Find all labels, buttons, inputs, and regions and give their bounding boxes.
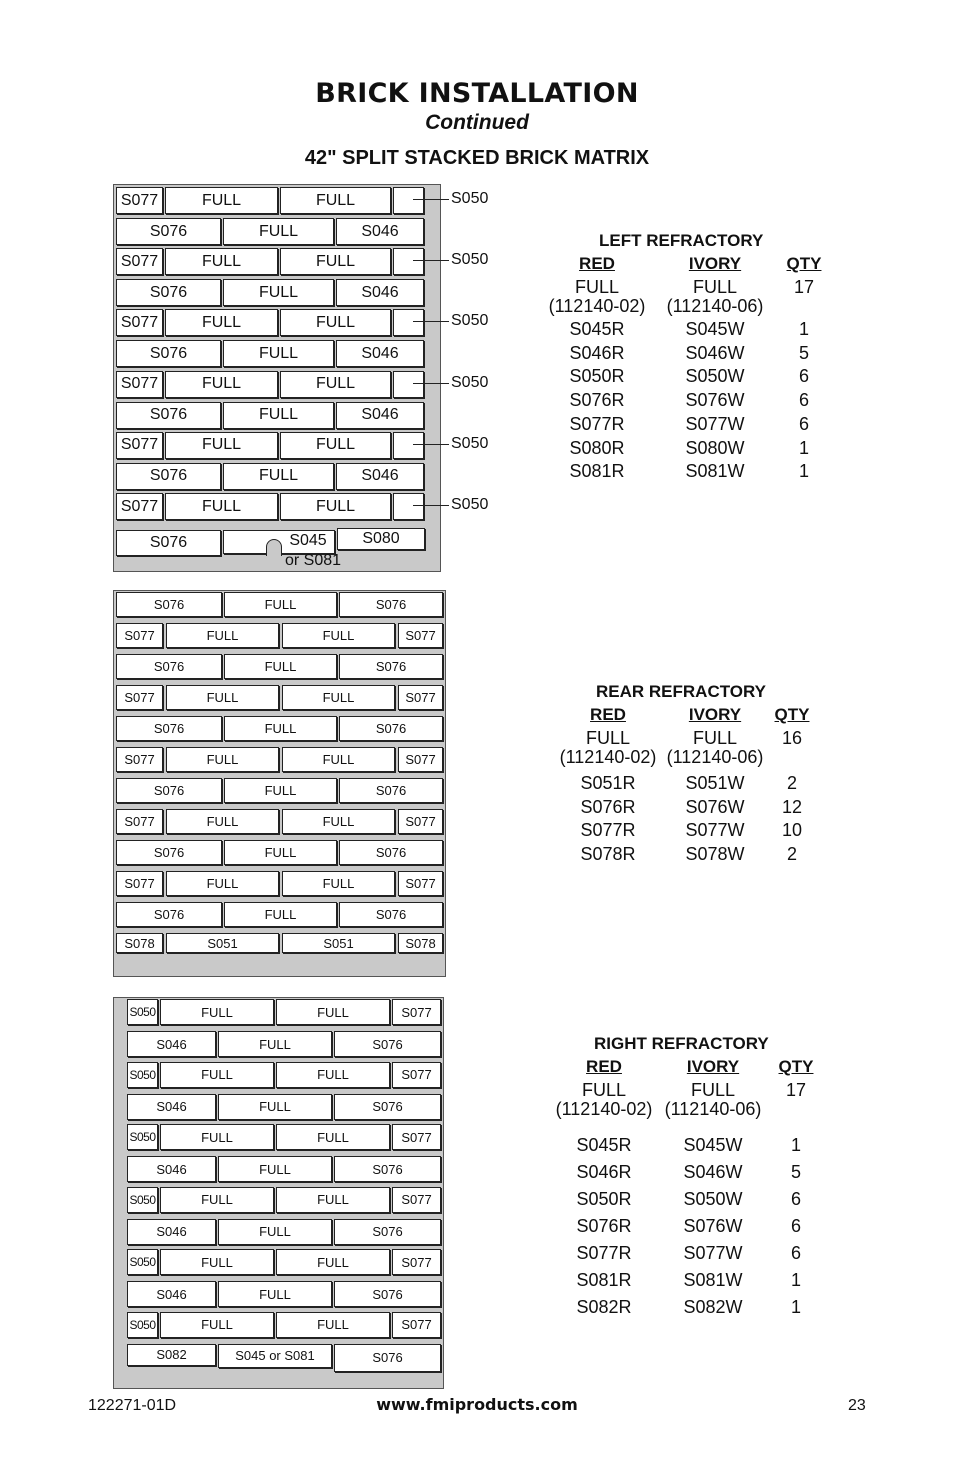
table-cell: S076W [683,1216,743,1236]
brick: FULL [160,1312,274,1338]
rear-refractory-diagram [113,590,446,977]
website-link[interactable]: www.fmiproducts.com [376,1395,578,1414]
brick: FULL [160,1124,274,1150]
brick: S046 [336,402,424,429]
brick: FULL [166,685,279,710]
brick: S077 [116,371,163,398]
table-cell: (112140-06) [664,1099,762,1119]
qty-column-header: QTY [786,254,822,273]
brick: S046 [336,218,424,245]
table-cell: 2 [786,773,797,793]
brick: S046 [127,1156,216,1182]
table-cell: 6 [798,413,809,434]
table-cell: 6 [790,1189,801,1209]
table-cell: S045R [569,319,625,339]
left-refractory-diagram [113,184,441,572]
right-refractory-diagram [113,997,444,1389]
callout-label: S050 [451,190,489,207]
brick: FULL [276,999,390,1025]
brick: FULL [224,902,337,927]
table-cell: S045W [685,319,745,339]
callout-label: S050 [451,312,489,330]
table-cell: S082R [576,1297,632,1317]
table-cell: S077W [683,1243,743,1263]
qty-column-header: QTY [774,705,810,724]
brick: FULL [282,871,395,896]
brick: S076 [116,463,221,490]
red-column-header: RED [579,254,615,273]
brick: S077 [398,623,443,648]
brick: FULL [223,402,334,429]
red-column-header: RED [590,705,626,724]
brick: S051 [166,933,279,953]
brick: FULL [282,809,395,834]
brick: S077 [398,685,443,710]
brick: S076 [116,902,222,927]
table-cell: 16 [781,728,803,748]
brick: S078 [398,933,443,953]
table-cell: 17 [793,277,815,297]
brick: S076 [334,1219,441,1245]
brick: S045 or S081 [218,1344,332,1368]
table-cell: FULL [581,1080,626,1100]
table-cell: S076R [580,796,636,817]
brick: FULL [218,1156,332,1182]
table-cell: S046R [569,342,625,363]
callout-label: S050 [451,373,489,391]
brick: FULL [224,716,337,741]
brick: FULL [223,340,334,367]
brick: S077 [116,493,163,520]
brick: S076 [334,1156,441,1182]
table-cell: 6 [798,390,809,411]
callout-leader-line [413,505,449,506]
table-cell: S080W [685,437,745,458]
brick: FULL [276,1124,390,1150]
table-cell: FULL [585,728,630,748]
brick: S077 [398,809,443,834]
brick: S076 [339,716,443,741]
brick: FULL [166,747,279,772]
table-cell: S080R [569,437,625,458]
document-number: 122271-01D [88,1397,177,1414]
table-cell: S050R [569,366,625,387]
brick: FULL [224,654,337,679]
table-cell: S077R [580,820,636,840]
brick: S077 [116,809,163,834]
table-cell: S082W [683,1297,743,1317]
table-cell: 5 [798,342,809,363]
brick: FULL [218,1031,332,1057]
brick: S076 [116,279,221,306]
brick: FULL [280,371,391,398]
table-cell: FULL [692,728,737,748]
table-cell: S077R [569,413,625,434]
table-cell: 1 [798,319,809,339]
table-cell: 2 [786,843,797,864]
callout-leader-line [413,260,449,261]
table-cell: S076W [685,390,745,411]
brick: FULL [223,279,334,306]
brick: S077 [116,623,163,648]
table-cell: S076R [569,390,625,411]
brick: S077 [392,1187,441,1213]
table-cell: 5 [790,1162,801,1182]
brick: S076 [116,402,221,429]
table-cell: S078R [580,843,636,864]
brick [393,248,424,275]
brick: FULL [276,1062,390,1088]
brick: S046 [127,1219,216,1245]
brick: FULL [165,187,278,214]
brick: FULL [280,493,391,520]
brick: S077 [392,1312,441,1338]
brick: S077 [116,685,163,710]
table-cell: 1 [790,1297,801,1317]
brick: FULL [218,1219,332,1245]
table-cell: S045R [576,1135,632,1155]
brick [393,432,424,459]
table-cell: FULL [690,1080,735,1100]
brick: S076 [116,840,222,865]
table-cell: 1 [790,1270,801,1290]
brick: S076 [116,654,222,679]
table-cell: S046W [685,342,745,363]
table-cell: S081W [683,1270,743,1290]
brick: FULL [282,685,395,710]
callout-leader-line [413,199,449,200]
callout-label: S050 [451,251,489,269]
brick: FULL [276,1312,390,1338]
brick [393,493,424,520]
brick: S077 [116,871,163,896]
table-heading: REAR REFRACTORY [596,682,767,701]
notch-cutout [266,539,282,556]
table-cell: 6 [798,366,809,387]
table-cell: S081W [685,461,745,482]
brick: FULL [280,187,391,214]
brick: S076 [339,902,443,927]
brick: S077 [392,1249,441,1275]
brick: FULL [224,840,337,865]
brick: S077 [116,187,163,214]
brick: S076 [334,1344,441,1372]
brick: S046 [127,1031,216,1057]
table-cell: S050W [683,1189,743,1209]
table-cell: (112140-06) [666,296,764,316]
ivory-column-header: IVORY [686,1057,740,1076]
brick: S046 [127,1094,216,1120]
table-cell: (112140-02) [555,1099,653,1119]
qty-column-header: QTY [778,1057,814,1076]
brick: S077 [392,1062,441,1088]
table-cell: S078W [685,843,745,864]
table-cell: 1 [798,461,809,482]
table-cell: S077W [685,413,745,434]
ivory-column-header: IVORY [688,705,742,724]
brick: S076 [334,1031,441,1057]
table-cell: 6 [790,1216,801,1236]
table-cell: S081R [576,1270,632,1290]
table-cell: 6 [790,1243,801,1263]
brick: S082 [127,1344,216,1366]
brick: FULL [282,747,395,772]
brick: S077 [398,871,443,896]
brick: FULL [282,623,395,648]
table-cell: S050W [685,366,745,387]
table-cell: S077R [576,1243,632,1263]
brick: FULL [165,493,278,520]
brick: S078 [116,933,163,953]
brick: S077 [392,1124,441,1150]
callout-leader-line [413,321,449,322]
brick: S076 [116,530,221,556]
brick: FULL [166,809,279,834]
brick: FULL [280,248,391,275]
brick: S076 [116,340,221,367]
table-cell: 1 [798,437,809,458]
table-cell: 10 [781,820,803,840]
brick [393,371,424,398]
table-cell: S046R [576,1162,632,1182]
brick: S050 [127,1062,158,1088]
red-column-header: RED [586,1057,622,1076]
table-cell: (112140-06) [666,747,764,767]
table-cell: S051R [580,773,636,793]
brick: S046 [336,463,424,490]
table-cell: 1 [790,1135,801,1155]
brick: S051 [282,933,395,953]
callout-label: S050 [451,434,489,452]
table-cell: S081R [569,461,625,482]
brick: S076 [339,592,443,617]
brick: S076 [116,592,222,617]
page-subtitle: Continued [425,111,529,134]
brick: FULL [223,218,334,245]
brick: FULL [280,432,391,459]
brick: S050 [127,1187,158,1213]
callout-leader-line [413,383,449,384]
brick: S077 [116,248,163,275]
brick: S076 [116,716,222,741]
brick: FULL [160,999,274,1025]
brick: S045 [289,532,327,549]
brick: FULL [280,309,391,336]
brick-alternate-note: or S081 [285,552,342,569]
table-cell: S076W [685,796,745,817]
brick: S080 [337,528,425,550]
table-cell: (112140-02) [559,747,657,767]
table-cell: FULL [692,277,737,297]
brick: FULL [223,463,334,490]
brick: FULL [160,1062,274,1088]
brick: FULL [224,592,337,617]
table-cell: 17 [785,1080,807,1100]
brick: FULL [218,1094,332,1120]
brick: S050 [127,1312,158,1338]
table-heading: LEFT REFRACTORY [599,231,764,250]
brick: S076 [334,1281,441,1307]
brick: FULL [165,432,278,459]
brick: S046 [336,340,424,367]
brick [393,187,424,214]
table-cell: S050R [576,1189,632,1209]
table-cell: (112140-02) [548,296,646,316]
brick: FULL [160,1187,274,1213]
brick: FULL [166,871,279,896]
brick: S077 [398,747,443,772]
brick: FULL [165,248,278,275]
table-cell: 12 [781,796,803,817]
callout-leader-line [413,444,449,445]
table-cell: S077W [685,820,745,840]
brick: S076 [339,654,443,679]
brick: FULL [276,1249,390,1275]
brick: S046 [127,1281,216,1307]
brick: FULL [218,1281,332,1307]
matrix-title: 42" SPLIT STACKED BRICK MATRIX [304,147,650,169]
brick: S046 [336,279,424,306]
table-heading: RIGHT REFRACTORY [594,1034,769,1053]
table-cell: S076R [576,1216,632,1236]
brick: S076 [334,1094,441,1120]
brick: FULL [166,623,279,648]
brick: FULL [276,1187,390,1213]
brick [393,309,424,336]
brick: FULL [160,1249,274,1275]
brick: S076 [339,840,443,865]
brick: FULL [165,371,278,398]
table-cell: S046W [683,1162,743,1182]
page-number: 23 [848,1397,866,1414]
page-title: BRICK INSTALLATION [315,78,639,109]
brick: S050 [127,999,158,1025]
brick: S076 [116,778,222,803]
brick: S076 [339,778,443,803]
brick: S077 [116,309,163,336]
brick: S077 [116,432,163,459]
table-cell: FULL [574,277,619,297]
brick: S077 [116,747,163,772]
ivory-column-header: IVORY [688,254,742,273]
brick: S050 [127,1124,158,1150]
brick: S076 [116,218,221,245]
callout-label: S050 [451,496,489,513]
table-cell: S045W [683,1135,743,1155]
table-cell: S051W [685,773,745,793]
brick: FULL [165,309,278,336]
brick: S050 [127,1249,158,1275]
brick: FULL [224,778,337,803]
brick: S077 [392,999,441,1025]
